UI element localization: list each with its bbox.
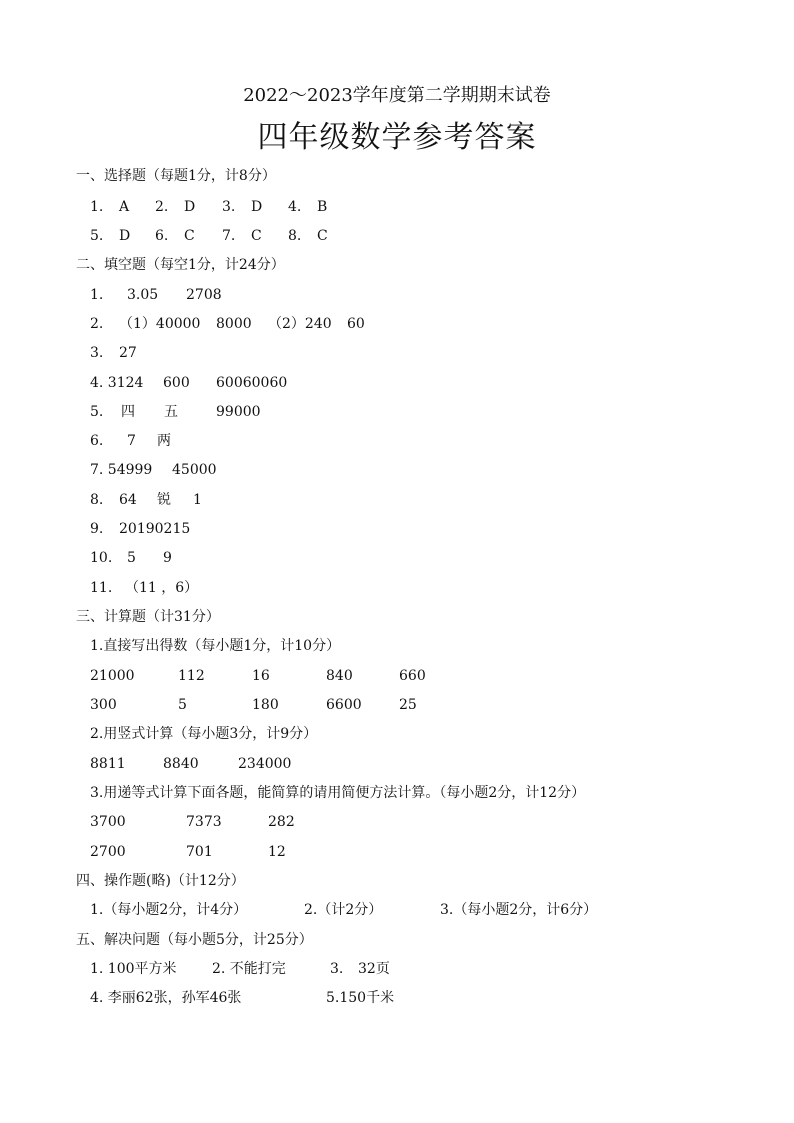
answer-value: 锐 (157, 492, 171, 508)
answer-value: 25 (399, 697, 417, 713)
answer-value: 5 (127, 550, 136, 566)
answer-value: D (119, 228, 131, 244)
answer-value: 60 (347, 316, 365, 332)
answer-value: 9 (163, 550, 172, 566)
answer-value: 20190215 (119, 521, 191, 537)
answer-value: 180 (252, 697, 279, 713)
section-heading-choice: 一、选择题（每题1分，计8分） (76, 168, 276, 184)
answer-number: 4. (288, 199, 302, 215)
answer-value: 8000 (216, 316, 252, 332)
answer-value: 2700 (90, 844, 126, 860)
answer-number: 3. (330, 961, 344, 977)
answer-value: 60060060 (216, 375, 288, 391)
answer-value: 701 (186, 844, 213, 860)
answer-number: 5. (90, 228, 104, 244)
answer-value: A (119, 199, 130, 215)
answer-number: 6. (155, 228, 169, 244)
answer-number: 9. (90, 521, 104, 537)
answer-number: 7. (222, 228, 236, 244)
answer-value: 234000 (238, 756, 292, 772)
answer-value: 840 (326, 668, 353, 684)
section-heading-operation: 四、操作题(略)（计12分） (76, 873, 245, 889)
answer-number: 6. (90, 433, 104, 449)
answer-value: 112 (178, 668, 205, 684)
section-heading-fill-blank: 二、填空题（每空1分，计24分） (76, 257, 285, 273)
answer-value: 282 (268, 814, 295, 830)
answer-value: 3700 (90, 814, 126, 830)
answer-value: 27 (119, 345, 137, 361)
answer-value: C (184, 228, 195, 244)
answer-value: 600 (163, 375, 190, 391)
answer-value: 12 (268, 844, 286, 860)
answer-value: 21000 (90, 668, 135, 684)
answer-value: 4. 3124 (90, 375, 144, 391)
answer-value: （2）240 (268, 316, 332, 332)
section-heading-word-problems: 五、解决问题（每小题5分，计25分） (76, 932, 313, 948)
answer-value: 32页 (358, 961, 390, 977)
answer-value: 7 (127, 433, 136, 449)
answer-number: 2. (155, 199, 169, 215)
answer-value: 四 (121, 404, 135, 420)
answer-value: C (317, 228, 328, 244)
answer-value: （1）40000 (119, 316, 201, 332)
answer-value: 5.150千米 (326, 990, 395, 1006)
answer-value: 8811 (90, 756, 126, 772)
answer-number: 11. (90, 580, 113, 596)
answer-value: 2708 (186, 287, 222, 303)
answer-value: 3.（每小题2分，计6分） (440, 902, 598, 918)
answer-value: 五 (164, 404, 178, 420)
answer-value: 2. 不能打完 (212, 961, 286, 977)
answer-number: 3. (90, 345, 104, 361)
answer-value: 64 (119, 492, 137, 508)
part-heading: 2.用竖式计算（每小题3分，计9分） (90, 726, 318, 742)
answer-value: D (184, 199, 196, 215)
answer-value: 2.（计2分） (304, 902, 383, 918)
section-heading-calculation: 三、计算题（计31分） (76, 609, 220, 625)
answer-value: 6600 (326, 697, 362, 713)
answer-value: 7. 54999 (90, 462, 153, 478)
part-heading: 1.直接写出得数（每小题1分，计10分） (90, 638, 341, 654)
answer-value: 3.05 (127, 287, 159, 303)
answer-value: 8840 (163, 756, 199, 772)
answer-value: （11 ，6） (125, 580, 199, 596)
part-heading: 3.用递等式计算下面各题，能简算的请用简便方法计算。（每小题2分，计12分） (90, 785, 586, 801)
answer-number: 1. (90, 199, 104, 215)
answer-value: B (317, 199, 328, 215)
answer-value: 99000 (216, 404, 261, 420)
exam-subtitle: 2022～2023学年度第二学期期末试卷 (243, 85, 551, 106)
answer-value: 16 (252, 668, 270, 684)
answer-value: 7373 (186, 814, 222, 830)
answer-number: 10. (90, 550, 113, 566)
answer-value: 300 (90, 697, 117, 713)
answer-value: 1.（每小题2分，计4分） (90, 902, 248, 918)
answer-value: 1 (193, 492, 202, 508)
answer-number: 8. (288, 228, 302, 244)
answer-number: 8. (90, 492, 104, 508)
answer-number: 3. (222, 199, 236, 215)
answer-number: 2. (90, 316, 104, 332)
answer-number: 1. (90, 287, 104, 303)
answer-value: D (251, 199, 263, 215)
answer-value: 45000 (172, 462, 217, 478)
answer-value: 两 (157, 433, 171, 449)
answer-number: 5. (90, 404, 104, 420)
answer-value: C (251, 228, 262, 244)
answer-value: 660 (399, 668, 426, 684)
answer-value: 1. 100平方米 (90, 961, 177, 977)
answer-value: 5 (178, 697, 187, 713)
page-title: 四年级数学参考答案 (257, 120, 537, 155)
answer-value: 4. 李丽62张，孙军46张 (90, 990, 242, 1006)
